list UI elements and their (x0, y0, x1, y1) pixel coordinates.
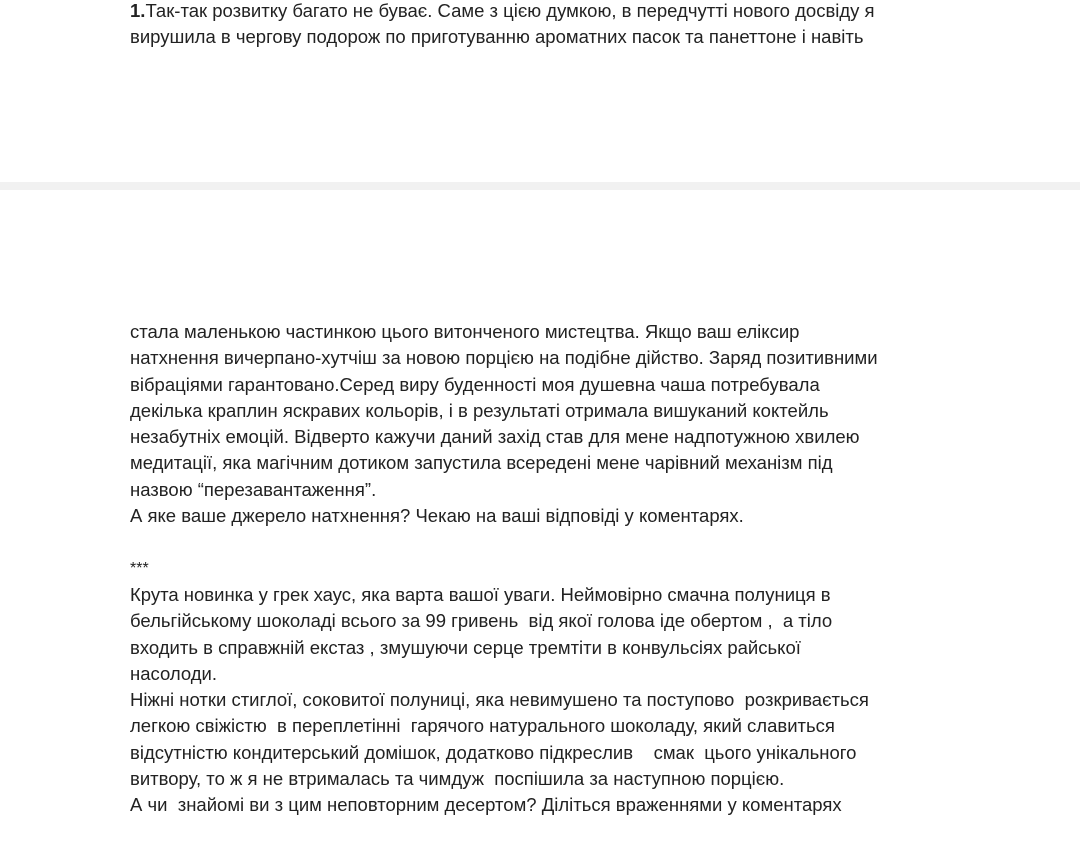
paragraph-number: 1. (130, 0, 146, 21)
text-line: стала маленькою частинкою цього витонченого мистецтва. Якщо ваш еліксир (130, 321, 800, 342)
text-line: вирушила в чергову подорож по приготуванню ароматних пасок та панеттоне і навіть (130, 26, 864, 48)
text-line: натхнення вичерпано-хутчіш за новою порцією на подібне дійство. Заряд позитивними (130, 347, 878, 369)
text-line: А яке ваше джерело натхнення? Чекаю на ваші відповіді у коментарях. (130, 505, 744, 527)
paragraph-intro (130, 0, 960, 51)
text-line: бельгійському шоколаді всього за 99 гривень від якої голова іде обертом , а тіло (130, 610, 833, 632)
text-line: вібраціями гарантовано.Серед виру буденності моя душевна чаша потребувала (130, 373, 820, 395)
text-line: 1.Так-так розвитку багато не буває. Саме з цією думкою, в передчутті нового досвіду я (130, 0, 875, 21)
text-line: назвою “перезавантаження”. (130, 478, 377, 500)
text-line: насолоди. (130, 662, 217, 684)
text-line: входить в справжній екстаз , змушуючи серце тремтіти в конвульсіях райської (130, 636, 801, 658)
separator: *** (130, 559, 149, 577)
document-page-2 (0, 190, 1080, 848)
text-line: Крута новинка у грек хаус, яка варта вашої уваги. Неймовірно смачна полуниця в (130, 583, 831, 605)
text-line: легкою свіжістю в переплетінні гарячого натурального шоколаду, який славиться (130, 715, 835, 737)
text-line: Ніжні нотки стиглої, соковитої полуниці, яка невимушено та поступово розкривається (130, 689, 869, 711)
text-line: А чи знайомі ви з цим неповторним десертом? Діліться враженнями у коментарях (130, 794, 842, 816)
text-line: витвору, то ж я не втрималась та чимдуж поспішила за наступною порцією. (130, 768, 785, 790)
document-body (130, 319, 960, 819)
text-line: незабутніх емоцій. Відверто кажучи даний захід став для мене надпотужною хвилею (130, 426, 860, 448)
blank-line (130, 529, 960, 555)
page-break (0, 182, 1080, 190)
text-line: медитації, яка магічним дотиком запустила всередені мене чарівний механізм під (130, 452, 833, 474)
text-line: декілька краплин яскравих кольорів, і в результаті отримала вишуканий коктейль (130, 399, 829, 421)
document-page-1 (0, 0, 1080, 182)
text-line: відсутністю кондитерський домішок, додатково підкреслив смак цього унікального (130, 741, 857, 763)
